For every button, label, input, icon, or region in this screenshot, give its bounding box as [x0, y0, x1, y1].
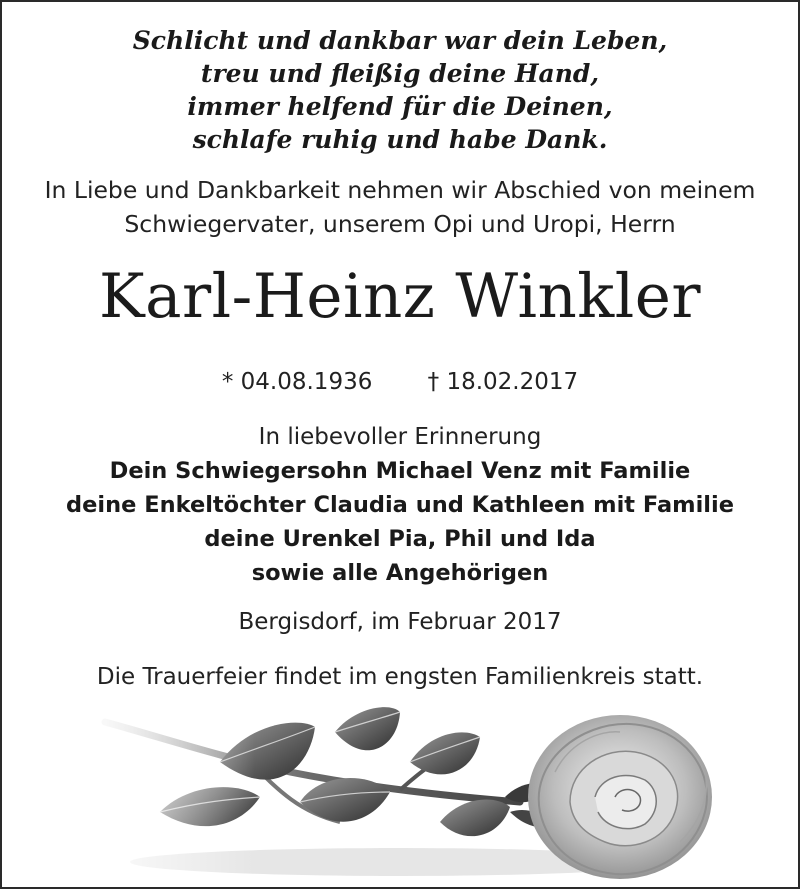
poem-line: treu und fleißig deine Hand, — [200, 59, 600, 88]
mourner-line: deine Urenkel Pia, Phil und Ida — [204, 526, 596, 552]
birth-date: * 04.08.1936 — [221, 369, 373, 395]
rose-image — [100, 702, 720, 887]
intro-line: Schwiegervater, unserem Opi und Uropi, Herrn — [124, 210, 676, 238]
deceased-name: Karl-Heinz Winkler — [99, 261, 701, 332]
poem-line: immer helfend für die Deinen, — [187, 92, 613, 121]
intro-text — [2, 173, 798, 241]
ceremony-note: Die Trauerfeier findet im engsten Familienkreis statt. — [96, 664, 704, 690]
life-dates — [2, 366, 798, 398]
mourner-line: sowie alle Angehörigen — [251, 560, 549, 586]
poem-line: schlafe ruhig und habe Dank. — [192, 125, 608, 154]
intro-line: In Liebe und Dankbarkeit nehmen wir Abschied von meinem — [44, 176, 756, 204]
poem — [2, 24, 798, 156]
mourners-list — [2, 454, 798, 590]
memory-heading: In liebevoller Erinnerung — [258, 424, 542, 450]
mourner-line: Dein Schwiegersohn Michael Venz mit Familie — [109, 458, 691, 484]
poem-line: Schlicht und dankbar war dein Leben, — [132, 26, 668, 55]
place-date: Bergisdorf, im Februar 2017 — [238, 609, 562, 635]
mourner-line: deine Enkeltöchter Claudia und Kathleen mit Familie — [66, 492, 734, 518]
death-date: † 18.02.2017 — [427, 369, 579, 395]
